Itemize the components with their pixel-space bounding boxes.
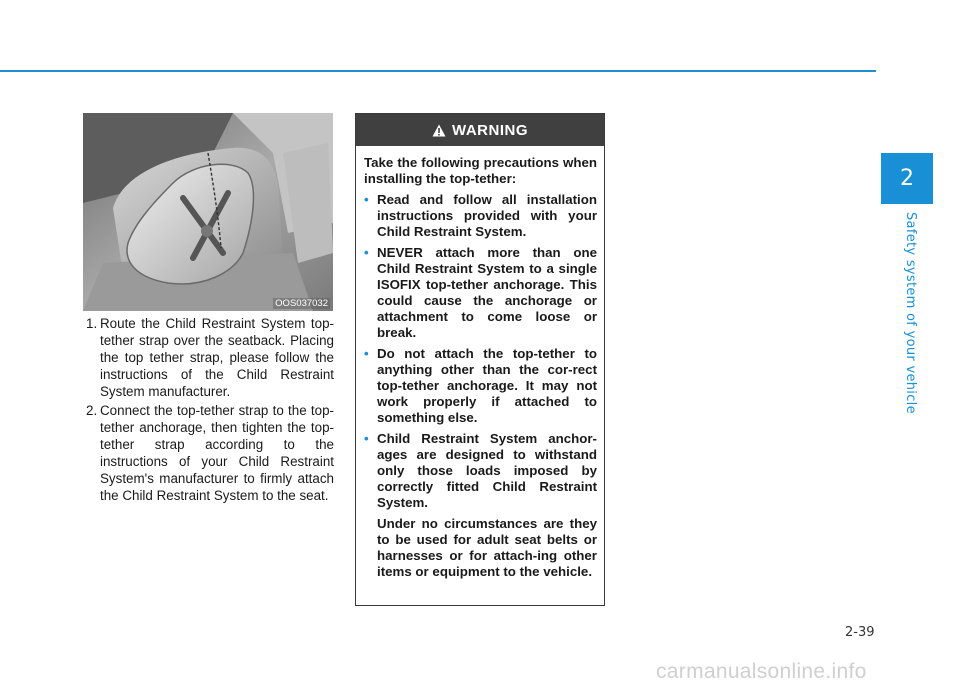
bullet-icon: • — [364, 346, 369, 361]
warning-box — [355, 113, 605, 606]
warning-item-text: Child Restraint System anchor-ages are designed to withstand only those loads imposed by correctly fitted Child Restraint System. — [377, 431, 597, 510]
chapter-number-tab[interactable]: 2 — [881, 153, 933, 204]
warning-item — [364, 192, 597, 240]
chapter-title: Safety system of your vehicle — [903, 212, 918, 414]
warning-body — [356, 146, 604, 580]
warning-intro: Take the following precautions when installing the top-tether: — [364, 155, 597, 186]
warning-extra: Under no circumstances are they to be used for adult seat belts or harnesses or for attach-ing other items or equipment to the vehicle. — [377, 516, 597, 579]
instruction-steps — [86, 315, 334, 506]
bullet-icon: • — [364, 245, 369, 260]
warning-item — [364, 346, 597, 426]
page-number: 2-39 — [845, 625, 875, 640]
warning-list — [364, 192, 597, 511]
warning-heading: WARNING — [452, 121, 528, 139]
bullet-icon: • — [364, 431, 369, 446]
warning-item — [364, 431, 597, 511]
warning-item-text: Do not attach the top-tether to anything other than the cor-rect top-tether anchorage. It may not work properly if attached to something else. — [377, 346, 597, 425]
figure-code: OOS037032 — [275, 298, 328, 309]
step-text: Connect the top-tether strap to the top-tether anchorage, then tighten the top-tether strap according to the instructions of your Child Restraint System's manufacturer to firmly attach the Child Restraint System to the seat. — [100, 403, 334, 503]
child-seat-photo — [83, 113, 333, 311]
warning-item — [364, 245, 597, 341]
warning-triangle-icon — [432, 124, 446, 137]
step-number: 2. — [86, 403, 98, 418]
bullet-icon: • — [364, 192, 369, 207]
watermark: carmanualsonline.info — [656, 660, 867, 683]
warning-header — [356, 114, 604, 146]
warning-item-text: Read and follow all installation instructions provided with your Child Restraint System. — [377, 192, 597, 239]
step-item — [86, 402, 334, 504]
header-rule — [0, 70, 876, 72]
step-text: Route the Child Restraint System top-tether strap over the seatback. Placing the top tether strap, please follow the instructions of the Child Restraint System manufacturer. — [100, 316, 334, 399]
warning-item-text: NEVER attach more than one Child Restraint System to a single ISOFIX top-tether anchorage. This could cause the anchorage or attachment to come loose or break. — [377, 245, 597, 340]
child-seat-illustration — [83, 113, 333, 311]
step-item — [86, 315, 334, 400]
step-number: 1. — [86, 316, 98, 331]
